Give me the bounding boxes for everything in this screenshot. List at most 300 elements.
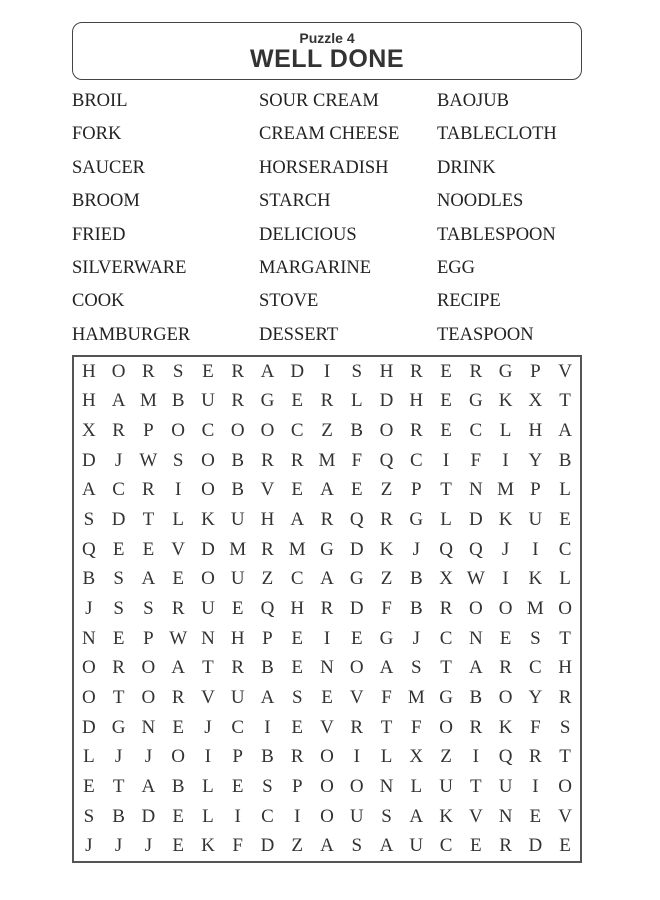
grid-letter[interactable]: E: [172, 805, 184, 827]
grid-letter[interactable]: R: [142, 479, 155, 501]
grid-letter[interactable]: E: [291, 657, 304, 679]
grid-letter[interactable]: I: [472, 746, 479, 768]
grid-letter[interactable]: O: [498, 686, 513, 708]
grid-letter[interactable]: A: [320, 479, 334, 501]
grid-letter[interactable]: R: [112, 420, 125, 442]
grid-letter[interactable]: K: [379, 538, 394, 560]
grid-letter[interactable]: Z: [321, 420, 333, 442]
grid-letter[interactable]: H: [82, 360, 96, 382]
grid-letter[interactable]: A: [260, 360, 275, 382]
grid-letter[interactable]: M: [139, 390, 157, 412]
puzzle-number: Puzzle 4: [299, 30, 355, 46]
grid-letter[interactable]: R: [558, 686, 572, 708]
grid-letter[interactable]: I: [532, 538, 539, 560]
grid-letter[interactable]: Q: [468, 538, 483, 560]
grid-letter[interactable]: J: [114, 835, 123, 857]
grid-letter[interactable]: O: [111, 360, 126, 382]
grid-letter[interactable]: T: [470, 775, 482, 797]
grid-letter[interactable]: O: [82, 686, 96, 708]
grid-letter[interactable]: R: [409, 360, 423, 382]
grid-letter[interactable]: S: [113, 597, 124, 619]
grid-letter[interactable]: H: [230, 627, 245, 649]
grid-letter[interactable]: B: [469, 686, 483, 708]
grid-letter[interactable]: D: [290, 360, 305, 382]
grid-letter[interactable]: G: [439, 686, 453, 708]
grid-letter[interactable]: O: [468, 597, 483, 619]
grid-letter[interactable]: I: [442, 449, 450, 471]
grid-letter[interactable]: E: [529, 805, 542, 827]
grid-letter[interactable]: Q: [82, 538, 96, 560]
grid-letter[interactable]: N: [468, 627, 483, 649]
grid-letter[interactable]: I: [502, 568, 509, 590]
grid-letter[interactable]: A: [260, 686, 275, 708]
grid-letter[interactable]: F: [381, 686, 392, 708]
grid-letter[interactable]: H: [409, 390, 424, 412]
grid-letter[interactable]: I: [353, 746, 360, 768]
word-list-item: FRIED: [72, 224, 126, 245]
grid-letter[interactable]: J: [204, 716, 212, 738]
grid-letter[interactable]: C: [439, 835, 453, 857]
grid-letter[interactable]: E: [470, 835, 482, 857]
grid-letter[interactable]: E: [202, 360, 214, 382]
grid-letter[interactable]: E: [350, 627, 363, 649]
grid-letter[interactable]: J: [144, 746, 153, 768]
grid-letter[interactable]: C: [231, 716, 245, 738]
grid-letter[interactable]: V: [558, 360, 572, 382]
grid-letter[interactable]: W: [466, 568, 485, 590]
grid-letter[interactable]: J: [501, 538, 510, 560]
grid-letter[interactable]: R: [350, 716, 364, 738]
grid-letter[interactable]: P: [411, 479, 422, 501]
grid-letter[interactable]: E: [559, 835, 571, 857]
grid-letter[interactable]: B: [409, 568, 423, 590]
grid-letter[interactable]: B: [171, 390, 185, 412]
grid-letter[interactable]: I: [204, 746, 212, 768]
grid-letter[interactable]: O: [349, 775, 364, 797]
grid-letter[interactable]: O: [439, 716, 453, 738]
grid-letter[interactable]: Z: [261, 568, 274, 590]
word-list-item: STOVE: [259, 291, 319, 312]
grid-letter[interactable]: E: [83, 775, 95, 797]
grid-letter[interactable]: P: [530, 479, 541, 501]
grid-letter[interactable]: J: [85, 835, 93, 857]
grid-letter[interactable]: L: [172, 509, 184, 531]
grid-letter[interactable]: R: [231, 390, 245, 412]
grid-letter[interactable]: V: [349, 686, 364, 708]
grid-letter[interactable]: L: [380, 746, 393, 768]
grid-letter[interactable]: N: [82, 627, 96, 649]
grid-letter[interactable]: R: [320, 390, 334, 412]
grid-letter[interactable]: H: [82, 390, 96, 412]
grid-letter[interactable]: X: [528, 390, 543, 412]
grid-letter[interactable]: M: [229, 538, 247, 560]
grid-letter[interactable]: B: [261, 746, 274, 768]
grid-letter[interactable]: H: [558, 657, 572, 679]
grid-letter[interactable]: L: [559, 479, 571, 501]
grid-letter[interactable]: V: [201, 686, 215, 708]
grid-letter[interactable]: Q: [379, 449, 394, 471]
grid-letter[interactable]: C: [439, 627, 453, 649]
grid-letter[interactable]: O: [558, 775, 572, 797]
grid-letter[interactable]: O: [230, 420, 245, 442]
grid-letter[interactable]: E: [142, 538, 155, 560]
grid-letter[interactable]: T: [142, 509, 155, 531]
grid-letter[interactable]: B: [171, 775, 185, 797]
grid-letter[interactable]: O: [171, 420, 186, 442]
grid-letter[interactable]: R: [171, 686, 185, 708]
grid-letter[interactable]: I: [294, 805, 301, 827]
grid-letter[interactable]: T: [440, 479, 452, 501]
word-list-item: TABLECLOTH: [437, 124, 557, 145]
grid-letter[interactable]: E: [440, 390, 452, 412]
grid-letter[interactable]: U: [230, 686, 245, 708]
grid-letter[interactable]: O: [201, 479, 215, 501]
grid-letter[interactable]: R: [171, 597, 185, 619]
grid-letter[interactable]: S: [83, 805, 95, 827]
grid-letter[interactable]: A: [409, 805, 424, 827]
grid-letter[interactable]: L: [202, 775, 214, 797]
grid-letter[interactable]: B: [231, 449, 245, 471]
grid-letter[interactable]: U: [439, 775, 453, 797]
grid-letter[interactable]: U: [230, 568, 245, 590]
grid-letter[interactable]: E: [350, 479, 363, 501]
grid-letter[interactable]: E: [559, 509, 571, 531]
grid-letter[interactable]: O: [141, 657, 156, 679]
grid-letter[interactable]: S: [262, 775, 273, 797]
grid-letter[interactable]: G: [349, 568, 364, 590]
grid-letter[interactable]: S: [291, 686, 303, 708]
grid-letter[interactable]: X: [409, 746, 424, 768]
grid-letter[interactable]: O: [201, 449, 215, 471]
word-list-item: DESSERT: [259, 324, 339, 345]
grid-letter[interactable]: G: [409, 509, 424, 531]
grid-letter[interactable]: I: [323, 360, 331, 382]
grid-letter[interactable]: G: [320, 538, 334, 560]
grid-letter[interactable]: J: [114, 746, 123, 768]
grid-letter[interactable]: T: [112, 686, 125, 708]
grid-letter[interactable]: C: [201, 420, 215, 442]
grid-letter[interactable]: H: [379, 360, 394, 382]
grid-letter[interactable]: E: [172, 835, 184, 857]
grid-letter[interactable]: N: [379, 775, 394, 797]
grid-letter[interactable]: D: [379, 390, 394, 412]
grid-letter[interactable]: O: [320, 805, 334, 827]
grid-letter[interactable]: I: [175, 479, 182, 501]
grid-letter[interactable]: A: [111, 390, 126, 412]
grid-letter[interactable]: A: [171, 657, 186, 679]
grid-letter[interactable]: B: [231, 479, 245, 501]
grid-letter[interactable]: Y: [528, 449, 543, 471]
grid-letter[interactable]: J: [85, 597, 93, 619]
grid-letter[interactable]: L: [440, 509, 452, 531]
grid-letter[interactable]: U: [349, 805, 364, 827]
grid-letter[interactable]: E: [440, 360, 452, 382]
grid-letter[interactable]: L: [350, 390, 363, 412]
grid-letter[interactable]: U: [230, 509, 245, 531]
grid-letter[interactable]: V: [320, 716, 334, 738]
grid-letter[interactable]: Y: [528, 686, 543, 708]
grid-letter[interactable]: T: [559, 746, 571, 768]
grid-letter[interactable]: O: [379, 420, 394, 442]
grid-letter[interactable]: C: [558, 538, 572, 560]
grid-letter[interactable]: D: [82, 716, 96, 738]
grid-letter[interactable]: P: [232, 746, 243, 768]
grid-letter[interactable]: K: [498, 390, 513, 412]
grid-letter[interactable]: O: [558, 597, 572, 619]
grid-letter[interactable]: R: [320, 597, 334, 619]
grid-letter[interactable]: A: [558, 420, 572, 442]
grid-letter[interactable]: M: [318, 449, 336, 471]
grid-letter[interactable]: S: [351, 835, 363, 857]
grid-letter[interactable]: P: [262, 627, 273, 649]
grid-letter[interactable]: U: [201, 390, 215, 412]
grid-letter[interactable]: H: [528, 420, 543, 442]
grid-letter[interactable]: R: [409, 420, 423, 442]
grid-letter[interactable]: R: [142, 360, 155, 382]
grid-letter[interactable]: Q: [349, 509, 364, 531]
grid-letter[interactable]: S: [381, 805, 392, 827]
grid-letter[interactable]: R: [499, 657, 512, 679]
grid-letter[interactable]: P: [530, 360, 541, 382]
grid-letter[interactable]: A: [320, 835, 334, 857]
grid-letter[interactable]: B: [558, 449, 572, 471]
grid-letter[interactable]: V: [171, 538, 186, 560]
grid-letter[interactable]: G: [111, 716, 126, 738]
grid-letter[interactable]: F: [381, 597, 392, 619]
grid-letter[interactable]: T: [440, 657, 452, 679]
grid-letter[interactable]: K: [201, 835, 215, 857]
grid-letter[interactable]: G: [379, 627, 394, 649]
grid-letter[interactable]: O: [201, 568, 215, 590]
grid-letter[interactable]: M: [497, 479, 515, 501]
grid-letter[interactable]: N: [141, 716, 156, 738]
grid-letter[interactable]: F: [470, 449, 482, 471]
grid-letter[interactable]: M: [407, 686, 425, 708]
grid-letter[interactable]: V: [558, 805, 572, 827]
grid-letter[interactable]: Q: [260, 597, 275, 619]
grid-letter[interactable]: T: [559, 627, 571, 649]
grid-letter[interactable]: S: [411, 657, 422, 679]
grid-letter[interactable]: A: [379, 657, 394, 679]
grid-letter[interactable]: C: [261, 805, 274, 827]
grid-letter[interactable]: O: [349, 657, 364, 679]
grid-letter[interactable]: B: [409, 597, 423, 619]
grid-letter[interactable]: F: [351, 449, 363, 471]
grid-letter[interactable]: D: [111, 509, 126, 531]
grid-letter[interactable]: E: [112, 538, 125, 560]
grid-letter[interactable]: Z: [380, 479, 393, 501]
grid-letter[interactable]: R: [290, 746, 304, 768]
word-list-item: HORSERADISH: [259, 157, 389, 178]
grid-letter[interactable]: O: [260, 420, 275, 442]
grid-letter[interactable]: O: [82, 657, 96, 679]
grid-letter[interactable]: R: [320, 509, 334, 531]
grid-letter[interactable]: F: [530, 716, 541, 738]
grid-letter[interactable]: A: [141, 568, 156, 590]
grid-letter[interactable]: S: [113, 568, 124, 590]
grid-letter[interactable]: N: [201, 627, 215, 649]
grid-letter[interactable]: S: [559, 716, 571, 738]
word-list-item: STARCH: [259, 191, 331, 212]
grid-letter[interactable]: L: [202, 805, 214, 827]
grid-letter[interactable]: M: [288, 538, 306, 560]
grid-letter[interactable]: A: [290, 509, 305, 531]
grid-letter[interactable]: I: [502, 449, 509, 471]
grid-letter[interactable]: J: [114, 449, 123, 471]
grid-letter[interactable]: D: [201, 538, 215, 560]
grid-letter[interactable]: V: [260, 479, 275, 501]
grid-letter[interactable]: O: [320, 746, 334, 768]
word-column: [72, 89, 262, 356]
grid-letter[interactable]: D: [260, 835, 275, 857]
grid-letter[interactable]: D: [349, 597, 364, 619]
grid-letter[interactable]: E: [499, 627, 512, 649]
grid-letter[interactable]: E: [291, 627, 304, 649]
word-list-item: BROIL: [72, 91, 128, 111]
grid-letter[interactable]: J: [412, 538, 420, 560]
grid-letter[interactable]: E: [172, 568, 184, 590]
grid-letter[interactable]: T: [112, 775, 125, 797]
grid-letter[interactable]: D: [82, 449, 96, 471]
grid-letter[interactable]: C: [469, 420, 483, 442]
grid-letter[interactable]: K: [528, 568, 543, 590]
grid-letter[interactable]: S: [83, 509, 95, 531]
grid-letter[interactable]: A: [379, 835, 394, 857]
grid-letter[interactable]: D: [141, 805, 156, 827]
grid-letter[interactable]: R: [112, 657, 125, 679]
grid-letter[interactable]: K: [498, 509, 513, 531]
grid-letter[interactable]: I: [264, 716, 271, 738]
grid-letter[interactable]: C: [112, 479, 125, 501]
grid-letter[interactable]: T: [559, 390, 571, 412]
grid-letter[interactable]: E: [321, 686, 333, 708]
grid-letter[interactable]: W: [139, 449, 158, 471]
grid-letter[interactable]: S: [351, 360, 363, 382]
grid-letter[interactable]: D: [468, 509, 483, 531]
grid-letter[interactable]: P: [143, 420, 154, 442]
grid-letter[interactable]: R: [290, 449, 304, 471]
grid-letter[interactable]: K: [201, 509, 215, 531]
grid-letter[interactable]: D: [528, 835, 543, 857]
grid-letter[interactable]: U: [528, 509, 543, 531]
grid-letter[interactable]: L: [499, 420, 512, 442]
grid-letter[interactable]: R: [231, 657, 245, 679]
grid-letter[interactable]: P: [291, 775, 303, 797]
grid-letter[interactable]: U: [409, 835, 424, 857]
grid-letter[interactable]: E: [291, 390, 304, 412]
grid-letter[interactable]: B: [82, 568, 96, 590]
grid-letter[interactable]: A: [320, 568, 334, 590]
grid-letter[interactable]: R: [439, 597, 453, 619]
grid-letter[interactable]: W: [169, 627, 188, 649]
grid-letter[interactable]: I: [234, 805, 241, 827]
grid-letter[interactable]: E: [231, 775, 244, 797]
grid-letter[interactable]: X: [82, 420, 96, 442]
grid-letter[interactable]: N: [498, 805, 513, 827]
grid-letter[interactable]: J: [412, 627, 420, 649]
grid-letter[interactable]: P: [143, 627, 154, 649]
grid-letter[interactable]: R: [469, 360, 483, 382]
grid-letter[interactable]: E: [172, 716, 184, 738]
grid-letter[interactable]: R: [529, 746, 542, 768]
grid-letter[interactable]: G: [498, 360, 513, 382]
grid-letter[interactable]: J: [144, 835, 153, 857]
grid-letter[interactable]: R: [261, 449, 274, 471]
grid-letter[interactable]: B: [350, 420, 364, 442]
grid-letter[interactable]: C: [290, 420, 304, 442]
grid-letter[interactable]: H: [260, 509, 275, 531]
grid-letter[interactable]: H: [290, 597, 305, 619]
grid-letter[interactable]: A: [82, 479, 96, 501]
grid-letter[interactable]: E: [231, 597, 244, 619]
grid-letter[interactable]: I: [532, 775, 539, 797]
grid-letter[interactable]: Z: [440, 746, 452, 768]
grid-letter[interactable]: N: [468, 479, 483, 501]
grid-letter[interactable]: E: [112, 627, 125, 649]
grid-letter[interactable]: F: [411, 716, 422, 738]
grid-letter[interactable]: L: [83, 746, 95, 768]
grid-letter[interactable]: U: [201, 597, 215, 619]
grid-letter[interactable]: O: [320, 775, 334, 797]
grid-letter[interactable]: T: [380, 716, 393, 738]
grid-letter[interactable]: G: [260, 390, 275, 412]
grid-letter[interactable]: G: [468, 390, 483, 412]
grid-letter[interactable]: L: [410, 775, 423, 797]
grid-letter[interactable]: A: [468, 657, 483, 679]
grid-letter[interactable]: S: [172, 360, 184, 382]
grid-letter[interactable]: C: [529, 657, 542, 679]
grid-letter[interactable]: C: [409, 449, 423, 471]
grid-letter[interactable]: Q: [439, 538, 453, 560]
grid-letter[interactable]: R: [380, 509, 393, 531]
grid-letter[interactable]: E: [291, 479, 304, 501]
grid-letter[interactable]: O: [498, 597, 513, 619]
grid-letter[interactable]: S: [530, 627, 541, 649]
grid-letter[interactable]: I: [323, 627, 331, 649]
grid-letter[interactable]: U: [498, 775, 513, 797]
grid-letter[interactable]: R: [499, 835, 512, 857]
grid-letter[interactable]: R: [231, 360, 245, 382]
grid-letter[interactable]: M: [526, 597, 544, 619]
grid-letter[interactable]: E: [440, 420, 452, 442]
grid-letter[interactable]: Q: [498, 746, 513, 768]
grid-letter[interactable]: S: [143, 597, 154, 619]
grid-letter[interactable]: Z: [380, 568, 393, 590]
word-list-item: DELICIOUS: [259, 224, 357, 245]
grid-letter[interactable]: R: [261, 538, 274, 560]
grid-letter[interactable]: Z: [291, 835, 304, 857]
grid-letter[interactable]: S: [172, 449, 184, 471]
grid-letter[interactable]: C: [290, 568, 304, 590]
grid-letter[interactable]: L: [559, 568, 571, 590]
grid-letter[interactable]: K: [498, 716, 513, 738]
grid-letter[interactable]: F: [232, 835, 243, 857]
grid-letter[interactable]: D: [349, 538, 364, 560]
grid-letter[interactable]: B: [112, 805, 125, 827]
grid-letter[interactable]: N: [320, 657, 334, 679]
grid-letter[interactable]: K: [439, 805, 453, 827]
grid-letter[interactable]: A: [141, 775, 156, 797]
grid-letter[interactable]: V: [468, 805, 483, 827]
grid-letter[interactable]: X: [439, 568, 453, 590]
grid-letter[interactable]: E: [291, 716, 304, 738]
grid-letter[interactable]: R: [469, 716, 483, 738]
grid-letter[interactable]: B: [261, 657, 274, 679]
word-column: [437, 89, 627, 356]
grid-letter[interactable]: O: [171, 746, 186, 768]
grid-letter[interactable]: O: [141, 686, 156, 708]
grid-letter[interactable]: T: [202, 657, 214, 679]
